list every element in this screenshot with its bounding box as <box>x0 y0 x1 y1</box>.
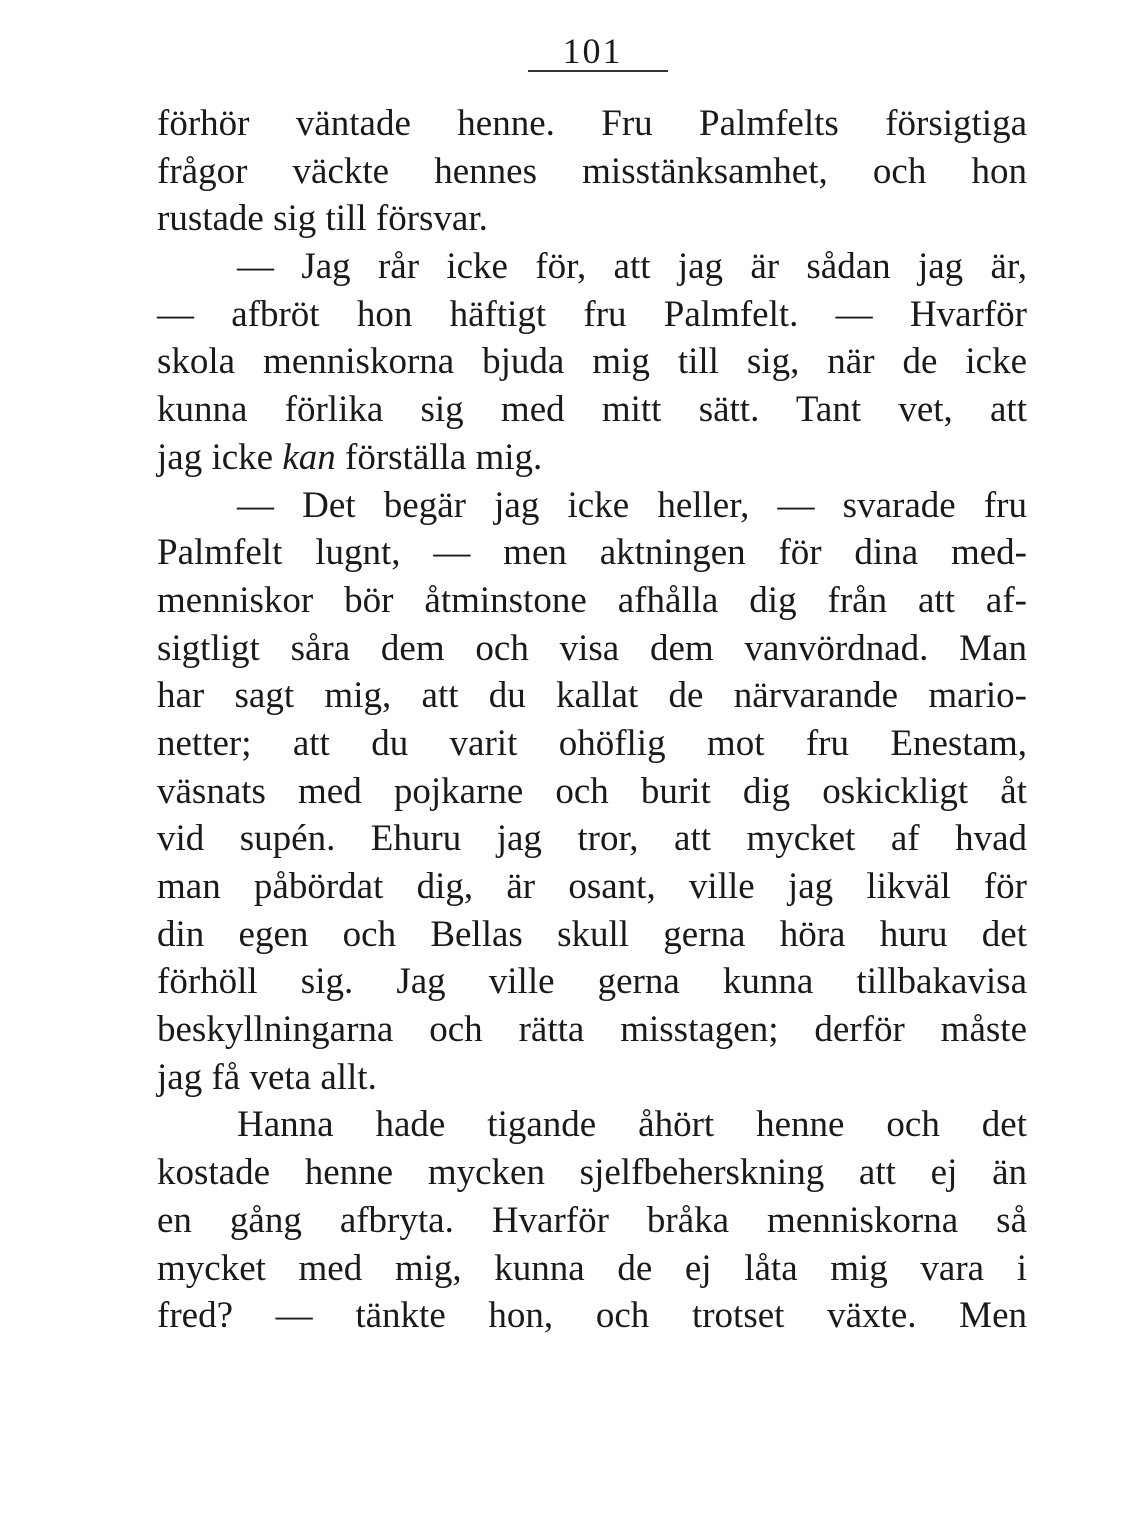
header-rule <box>528 70 668 72</box>
text-line: väsnats med pojkarne och burit dig oskickligt åt <box>157 770 1027 812</box>
text-line: Hanna hade tigande åhört henne och det <box>237 1104 1027 1146</box>
text-line: fred? — tänkte hon, och trotset växte. Men <box>157 1295 1027 1337</box>
text-line: en gång afbryta. Hvarför bråka menniskorna så <box>157 1199 1027 1241</box>
text-line: frågor väckte hennes misstänksamhet, och hon <box>157 150 1027 192</box>
text-line: beskyllningarna och rätta misstagen; derför måste <box>157 1009 1027 1051</box>
text-line: — afbröt hon häftigt fru Palmfelt. — Hvarför <box>157 293 1027 335</box>
text-line: Palmfelt lugnt, — men aktningen för dina med- <box>157 532 1027 574</box>
text-line: förhöll sig. Jag ville gerna kunna tillbakavisa <box>157 961 1027 1003</box>
text-line: kunna förlika sig med mitt sätt. Tant vet, att <box>157 389 1027 431</box>
text-line: skola menniskorna bjuda mig till sig, när de icke <box>157 341 1027 383</box>
text-line: kostade henne mycken sjelfbeherskning att ej än <box>157 1152 1027 1194</box>
text-line: jag få veta allt. <box>157 1056 377 1098</box>
text-line: sigtligt såra dem och visa dem vanvördnad. Man <box>157 627 1027 669</box>
page-number: 101 <box>562 31 623 71</box>
text-line: menniskor bör åtminstone afhålla dig från att af- <box>157 579 1027 621</box>
text-line: har sagt mig, att du kallat de närvarande mario- <box>157 675 1027 717</box>
text-line: vid supén. Ehuru jag tror, att mycket af hvad <box>157 818 1027 860</box>
text-line: rustade sig till försvar. <box>157 198 488 240</box>
text-line: — Jag rår icke för, att jag är sådan jag är, <box>237 246 1027 288</box>
text-line: förhör väntade henne. Fru Palmfelts försigtiga <box>157 103 1027 144</box>
text-line: netter; att du varit ohöflig mot fru Enestam, <box>157 722 1027 764</box>
text-fragment: förställa mig. <box>335 436 543 478</box>
body-text <box>157 100 1027 1340</box>
text-line: din egen och Bellas skull gerna höra huru det <box>157 913 1027 955</box>
text-line: man påbördat dig, är osant, ville jag likväl för <box>157 866 1027 907</box>
text-line: — Det begär jag icke heller, — svarade fru <box>237 484 1027 526</box>
text-line: mycket med mig, kunna de ej låta mig vara i <box>157 1247 1027 1289</box>
emphasized-word: kan <box>282 436 336 478</box>
text-line-with-emphasis <box>157 434 1027 482</box>
text-fragment: jag icke <box>157 436 283 478</box>
